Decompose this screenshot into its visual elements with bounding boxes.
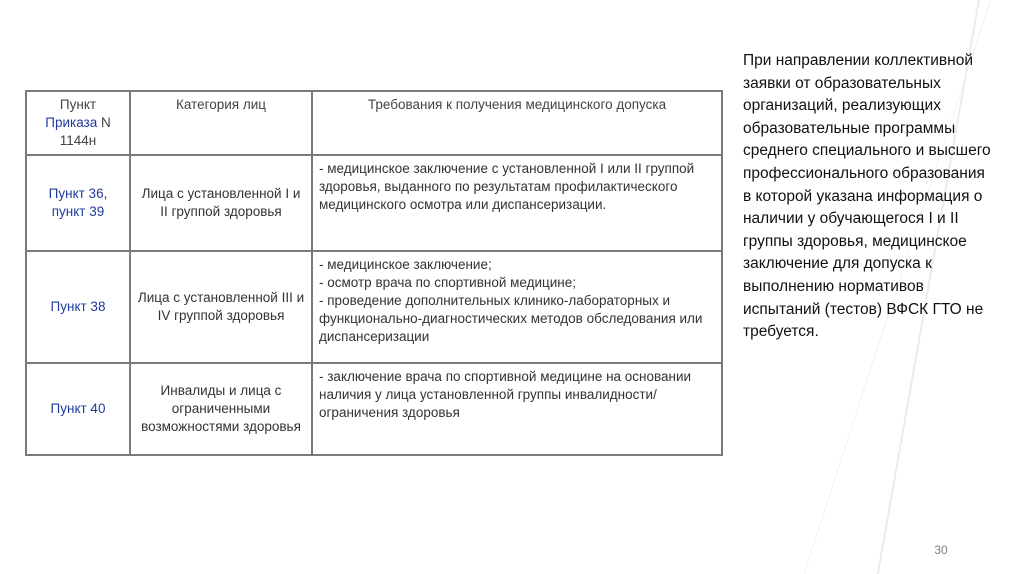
requirements-cell — [312, 363, 722, 455]
header-punkt-line2: N — [101, 115, 111, 130]
requirement-item: - медицинское заключение с установленной I или II группой здоровья, выданного по результатам профилактического медицинского осмотра или диспансеризации. — [319, 161, 695, 212]
page-number: 30 — [934, 543, 948, 557]
punkt-link[interactable]: Пункт 40 — [26, 363, 130, 455]
table-header-row — [26, 91, 722, 155]
table-row — [26, 251, 722, 363]
requirement-item: - проведение дополнительных клинико-лабораторных и функционально-диагностических методов обследования или диспансеризации — [319, 293, 703, 344]
requirements-table — [25, 90, 723, 456]
side-note: При направлении коллективной заявки от образовательных организаций, реализующих образовательные программы среднего специального и высшего профессионального образования в которой указана информация о наличии у обучающегося I и II группы здоровья, медицинское заключение для допуска к выполнению нормативов испытаний (тестов) ВФСК ГТО не требуется. — [743, 52, 991, 341]
category-cell: Лица с установленной I и II группой здоровья — [130, 155, 312, 251]
header-requirements: Требования к получения медицинского допуска — [312, 91, 722, 155]
requirements-cell — [312, 155, 722, 251]
header-punkt-line3: 1144н — [59, 133, 97, 148]
header-punkt-line1: Пункт — [59, 97, 97, 112]
header-punkt — [26, 91, 130, 155]
requirements-cell — [312, 251, 722, 363]
requirement-item: - медицинское заключение; — [319, 257, 492, 272]
table-row — [26, 363, 722, 455]
order-link[interactable]: Приказа — [45, 115, 98, 130]
requirement-item: - осмотр врача по спортивной медицине; — [319, 275, 577, 290]
table-row — [26, 155, 722, 251]
punkt-link[interactable]: Пункт 38 — [26, 251, 130, 363]
category-cell: Инвалиды и лица с ограниченными возможностями здоровья — [130, 363, 312, 455]
category-cell: Лица с установленной III и IV группой здоровья — [130, 251, 312, 363]
punkt-link[interactable]: Пункт 36, пункт 39 — [26, 155, 130, 251]
requirement-item: - заключение врача по спортивной медицине на основании наличия у лица установленной группы инвалидности/ограничения здоровья — [319, 369, 692, 420]
header-category: Категория лиц — [130, 91, 312, 155]
